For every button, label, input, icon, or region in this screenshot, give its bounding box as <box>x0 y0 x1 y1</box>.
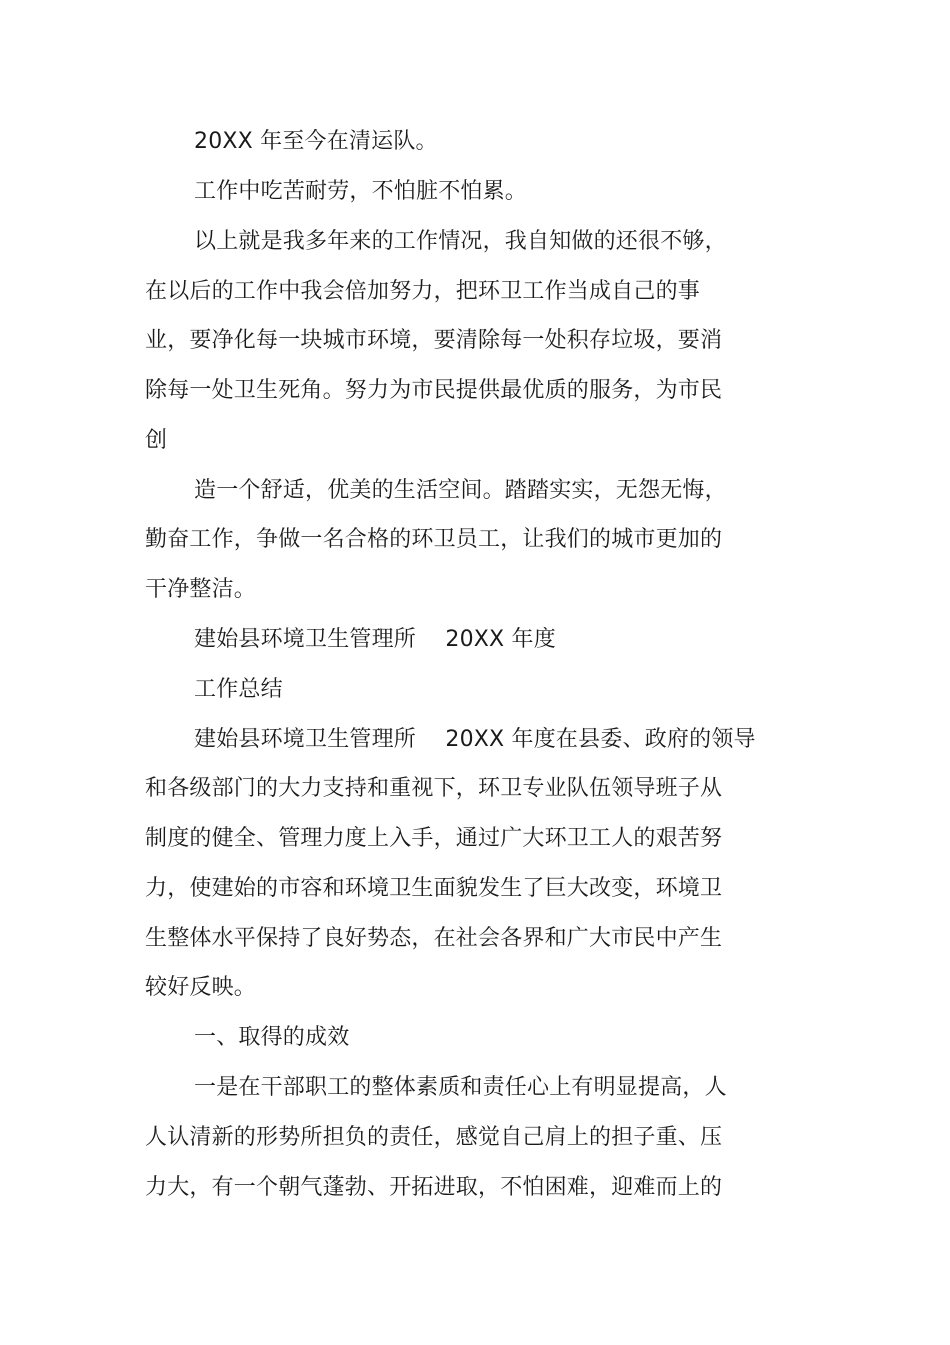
text-line: 和各级部门的大力支持和重视下，环卫专业队伍领导班子从 <box>145 776 723 801</box>
text-line: 除每一处卫生死角。努力为市民提供最优质的服务，为市民 <box>145 378 723 403</box>
section-heading: 一、取得的成效 <box>194 1025 350 1050</box>
text-line: 业，要净化每一块城市环境，要清除每一处积存垃圾，要消 <box>145 328 723 353</box>
text-line: 20XX 年至今在清运队。 <box>194 129 438 154</box>
text-line: 在以后的工作中我会倍加努力，把环卫工作当成自己的事 <box>145 279 701 304</box>
text-line: 力，使建始的市容和环境卫生面貌发生了巨大改变，环境卫 <box>145 876 723 901</box>
text-line: 工作中吃苦耐劳，不怕脏不怕累。 <box>194 179 528 204</box>
text-line: 建始县环境卫生管理所 20XX 年度在县委、政府的领导 <box>194 727 756 752</box>
section-title: 建始县环境卫生管理所 20XX 年度 <box>194 627 556 652</box>
text-line: 勤奋工作，争做一名合格的环卫员工，让我们的城市更加的 <box>145 527 723 552</box>
text-line: 较好反映。 <box>145 975 257 1000</box>
section-title: 工作总结 <box>194 677 283 702</box>
text-line: 力大，有一个朝气蓬勃、开拓进取，不怕困难，迎难而上的 <box>145 1175 723 1200</box>
text-line: 人认清新的形势所担负的责任，感觉自己肩上的担子重、压 <box>145 1125 723 1150</box>
text-line: 造一个舒适，优美的生活空间。踏踏实实，无怨无悔， <box>194 478 727 503</box>
text-line: 生整体水平保持了良好势态，在社会各界和广大市民中产生 <box>145 926 723 951</box>
text-line: 以上就是我多年来的工作情况，我自知做的还很不够， <box>194 229 727 254</box>
text-line: 创 <box>145 428 168 453</box>
text-line: 制度的健全、管理力度上入手，通过广大环卫工人的艰苦努 <box>145 826 723 851</box>
text-line: 一是在干部职工的整体素质和责任心上有明显提高，人 <box>194 1075 727 1100</box>
text-line: 干净整洁。 <box>145 577 257 602</box>
